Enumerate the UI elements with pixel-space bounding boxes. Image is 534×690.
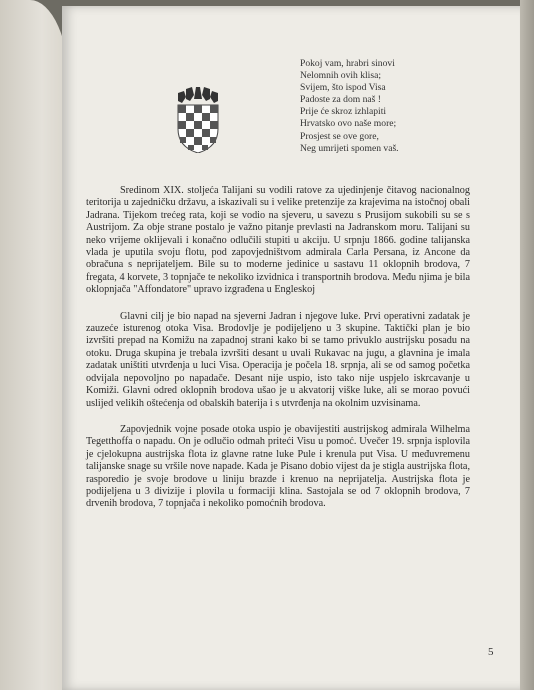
poem-line: Padoste za dom naš ! [300,94,381,106]
poem [300,58,500,155]
paragraph: Zapovjednik vojne posade otoka uspio je obavijestiti austrijskog admirala Wilhelma Tegetthoffa o napadu. On je odlučio odmah priteći Visu u pomoć. Uvečer 19. srpnja isplovila je cjelokupna austrijska flota iz glavne ratne luke Pule i krenula put Visa. U međuvremenu talijanske snage su vršile nove napade. Kada je Pisano dobio vijest da je stigla austrijska flota, rasporedio je svoje brodove u liniju brazde i krenuo na neprijatelja. Austrijska flota je podijeljena u 3 divizije i plovila u formaciji klina. Sastojala se od 7 oklopnih brodova, 7 drvenih brodova, 7 topnjača i nekoliko pomoćnih brodova. [86,423,470,510]
poem-line: Hrvatsko ovo naše more; [300,118,397,130]
poem-line: Prije će skroz izhlapiti [300,106,387,118]
body-text [86,185,470,525]
poem-line: Nelomnih ovih klisa; [300,70,382,82]
page-stack-edge [520,0,534,690]
poem-line: Neg umrijeti spomen vaš. [300,142,399,154]
croatian-coat-of-arms-icon [174,87,222,153]
paragraph: Sredinom XIX. stoljeća Talijani su vodili ratove za ujedinjenje čitavog nacionalnog teritorija u zajedničku državu, a iskazivali su i velike pretenzije za krajevima na istočnoj obali Jadrana. Tijekom trećeg rata, koji se vodio na sjeveru, u savezu s Prusijom sukobili su se s Austrijom. Za obje strane postalo je važno pitanje prevlasti na Jadranskom moru. Talijani su neko vrijeme oklijevali i konačno odlučili stupiti u akciju. U srpnju 1866. godine talijanska vlada je uputila svoju flotu, pod zapovjedništvom admirala Carla Persana, iz Ancone da obračuna s neprijateljem. Bile su to moderne jedinice u sastavu 11 oklopnih brodova, 7 fregata, 4 korvete, 3 topnjače te nekoliko izvidnica i transportnih brodova. Među njima je bila oklopnjača "Affondatore" upravo izgrađena u Engleskoj [86,185,470,296]
poem-line: Pokoj vam, hrabri sinovi [300,58,395,69]
poem-line: Svijem, što ispod Visa [300,82,386,94]
page-number: 5 [488,646,494,658]
paragraph: Glavni cilj je bio napad na sjeverni Jadran i njegove luke. Prvi operativni zadatak je zauzeće isturenog otoka Visa. Brodovlje je podijeljeno u 3 skupine. Taktički plan je bio izvršiti prepad na Komižu na zapadnoj strani kako bi se tamo privuklo austrijsku posadu na otoku. Druga skupina je trebala izvršiti desant u uvali Rukavac na jugu, a glavnina je imala zadatak uništiti utvrđenja u luci Visa. Operacija je počela 18. srpnja, ali se od samog početka odvijala nepovoljno po napadače. Desant nije uspio, isto tako nije uspjelo iskrcavanje u Komiži. Glavni odred oklopnih brodova ušao je u akvatorij viške luke, ali se morao povući uslijed velikih oštećenja od obalskih baterija i s utvrđenja na okolnim uzvisinama. [86,310,470,409]
facing-page-edge [0,0,70,690]
poem-line: Prosjest se ove gore, [300,130,379,142]
